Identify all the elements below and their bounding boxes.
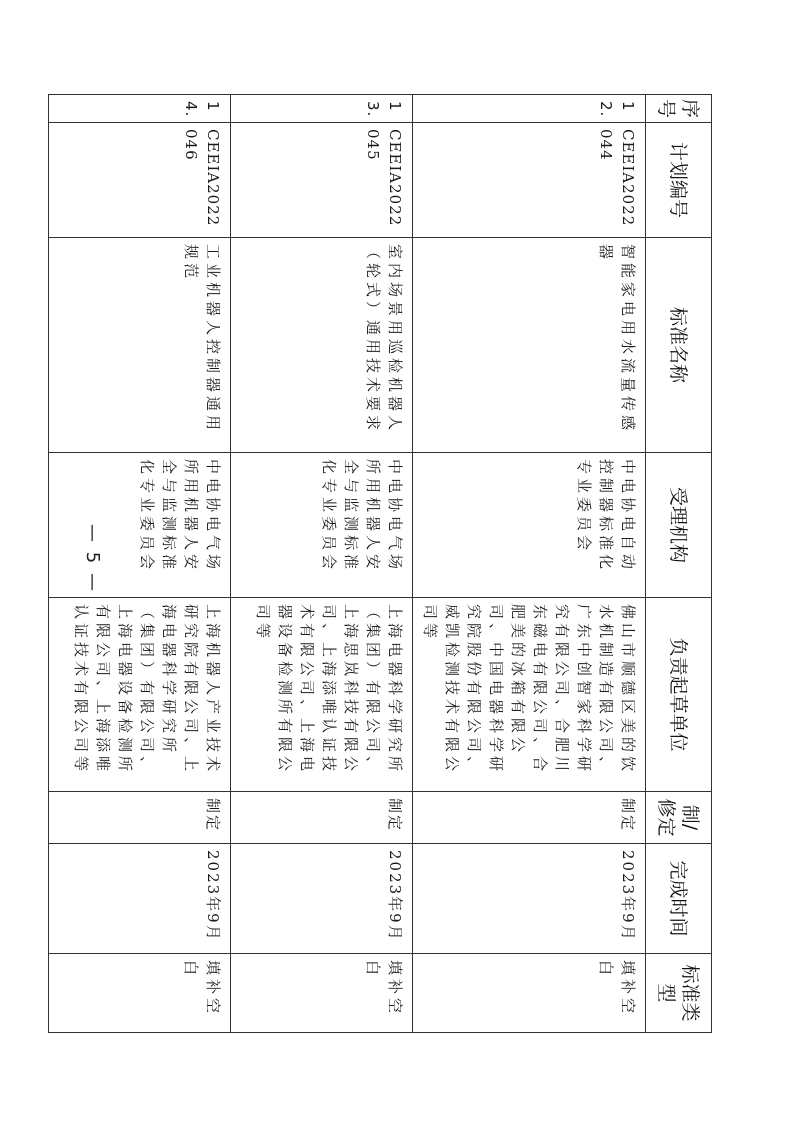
table-row bbox=[231, 95, 413, 1033]
cell-drafter: 上海机器人产业技术研究院有限公司、上海电器科学研究所（集团）有限公司、上海电器设备检测所有限公司、上海添唯认证技术有限公司等 bbox=[49, 598, 231, 792]
cell-name: 智能家电用水流量传感器 bbox=[413, 238, 646, 453]
cell-seq: 12. bbox=[413, 95, 646, 123]
cell-completion: 2023年9月 bbox=[49, 844, 231, 954]
header-org: 受理机构 bbox=[646, 453, 712, 598]
header-revision: 制/修定 bbox=[646, 792, 712, 844]
cell-drafter: 上海电器科学研究所（集团）有限公司、上海思岚科技有限公司、上海添唯认证技术有限公司、上海电器设备检测所有限公司等 bbox=[231, 598, 413, 792]
header-name: 标准名称 bbox=[646, 238, 712, 453]
cell-org: 中电协电气场所用机器人安全与监测标准化专业委员会 bbox=[231, 453, 413, 598]
cell-drafter: 佛山市顺德区美的饮水机制造有限公司、广东中创智家科学研究有限公司、合肥川东磁电有限公司、合肥美的冰箱有限公司、中国电器科学研究院股份有限公司、威凯检测技术有限公司等 bbox=[413, 598, 646, 792]
cell-completion: 2023年9月 bbox=[231, 844, 413, 954]
cell-type: 填补空白 bbox=[49, 954, 231, 1033]
cell-type: 填补空白 bbox=[413, 954, 646, 1033]
header-seq: 序号 bbox=[646, 95, 712, 123]
cell-seq: 13. bbox=[231, 95, 413, 123]
cell-name: 室内场景用巡检机器人（轮式）通用技术要求 bbox=[231, 238, 413, 453]
cell-revision: 制定 bbox=[413, 792, 646, 844]
table-header-row bbox=[646, 95, 712, 1033]
cell-code: CEEIA2022044 bbox=[413, 123, 646, 238]
table-row bbox=[49, 95, 231, 1033]
cell-seq: 14. bbox=[49, 95, 231, 123]
standards-table bbox=[48, 94, 712, 1033]
cell-code: CEEIA2022046 bbox=[49, 123, 231, 238]
rotated-table-container bbox=[72, 94, 712, 1032]
cell-org: 中电协电自动控制器标准化专业委员会 bbox=[413, 453, 646, 598]
cell-completion: 2023年9月 bbox=[413, 844, 646, 954]
header-code: 计划编号 bbox=[646, 123, 712, 238]
header-drafter: 负责起草单位 bbox=[646, 598, 712, 792]
header-type: 标准类型 bbox=[646, 954, 712, 1033]
header-completion: 完成时间 bbox=[646, 844, 712, 954]
page-number: — 5 — bbox=[81, 524, 103, 593]
cell-revision: 制定 bbox=[49, 792, 231, 844]
table-row bbox=[413, 95, 646, 1033]
cell-revision: 制定 bbox=[231, 792, 413, 844]
cell-type: 填补空白 bbox=[231, 954, 413, 1033]
cell-name: 工业机器人控制器通用规范 bbox=[49, 238, 231, 453]
cell-code: CEEIA2022045 bbox=[231, 123, 413, 238]
cell-org: 中电协电气场所用机器人安全与监测标准化专业委员会 bbox=[49, 453, 231, 598]
